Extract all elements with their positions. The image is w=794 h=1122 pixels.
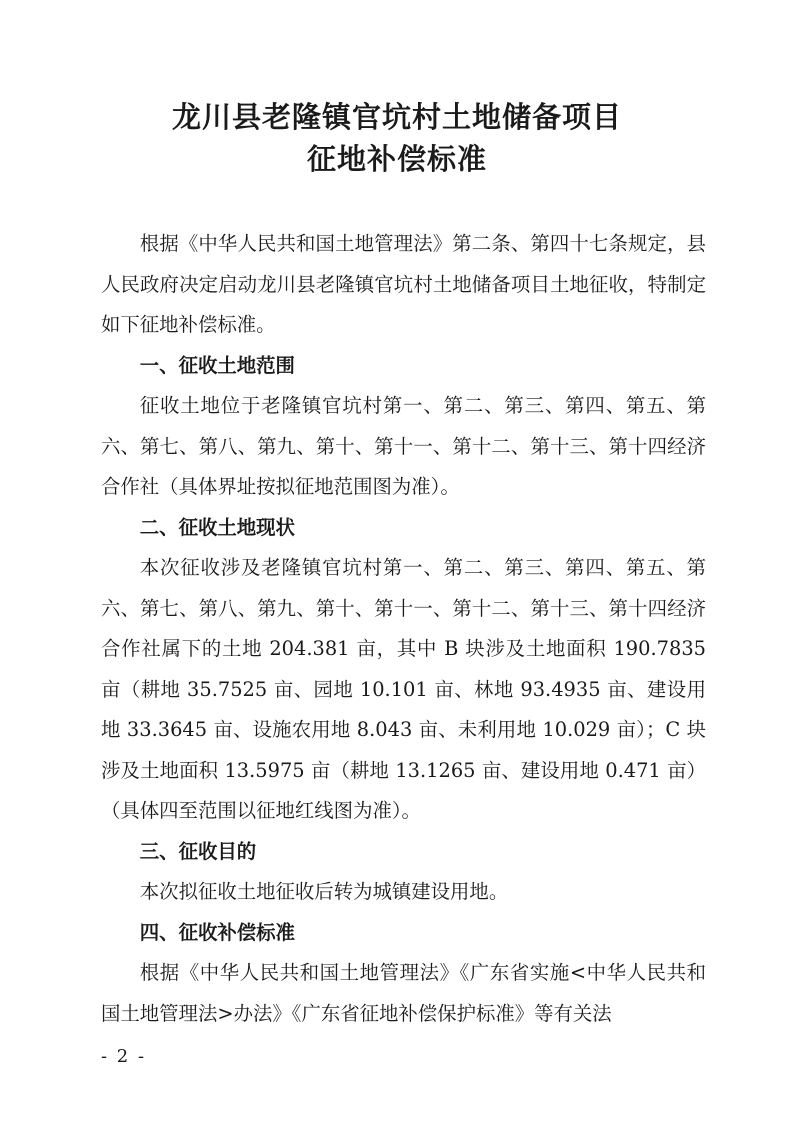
section-heading-compensation: 四、征收补偿标准 xyxy=(139,920,295,944)
document-title xyxy=(0,96,794,180)
section-heading-scope: 一、征收土地范围 xyxy=(139,353,295,377)
section-heading-purpose: 三、征收目的 xyxy=(139,839,257,863)
title-line-2: 征地补偿标准 xyxy=(306,142,487,176)
section-heading-status: 二、征收土地现状 xyxy=(139,515,295,539)
purpose-paragraph: 本次拟征收土地征收后转为城镇建设用地。 xyxy=(139,880,509,903)
intro-paragraph: 根据《中华人民共和国土地管理法》第二条、第四十七条规定，县人民政府决定启动龙川县老隆镇官坑村土地储备项目土地征收，特制定如下征地补偿标准。 xyxy=(101,232,706,336)
status-paragraph: 本次征收涉及老隆镇官坑村第一、第二、第三、第四、第五、第六、第七、第八、第九、第十、第十一、第十二、第十三、第十四经济合作社属下的土地 204.381 亩，其中 B 块涉及土地面积 190.7835 亩（耕地 35.7525 亩、园地 10.101 亩、林地 93.4935 亩、建设用地 33.3645 亩、设施农用地 8.043 亩、未利用地 10.029 亩）；C 块涉及土地面积 13.5975 亩（耕地 13.1265 亩、建设用地 0.471 亩）（具体四至范围以征地红线图为准）。 xyxy=(101,556,706,822)
scope-paragraph: 征收土地位于老隆镇官坑村第一、第二、第三、第四、第五、第六、第七、第八、第九、第十、第十一、第十二、第十三、第十四经济合作社（具体界址按拟征地范围图为准）。 xyxy=(101,394,706,498)
title-line-1: 龙川县老隆镇官坑村土地储备项目 xyxy=(171,100,622,134)
compensation-paragraph: 根据《中华人民共和国土地管理法》《广东省实施<中华人民共和国土地管理法>办法》《广东省征地补偿保护标准》等有关法 xyxy=(101,961,706,1025)
document-body xyxy=(101,224,706,1034)
page-number: - 2 - xyxy=(101,1046,147,1067)
